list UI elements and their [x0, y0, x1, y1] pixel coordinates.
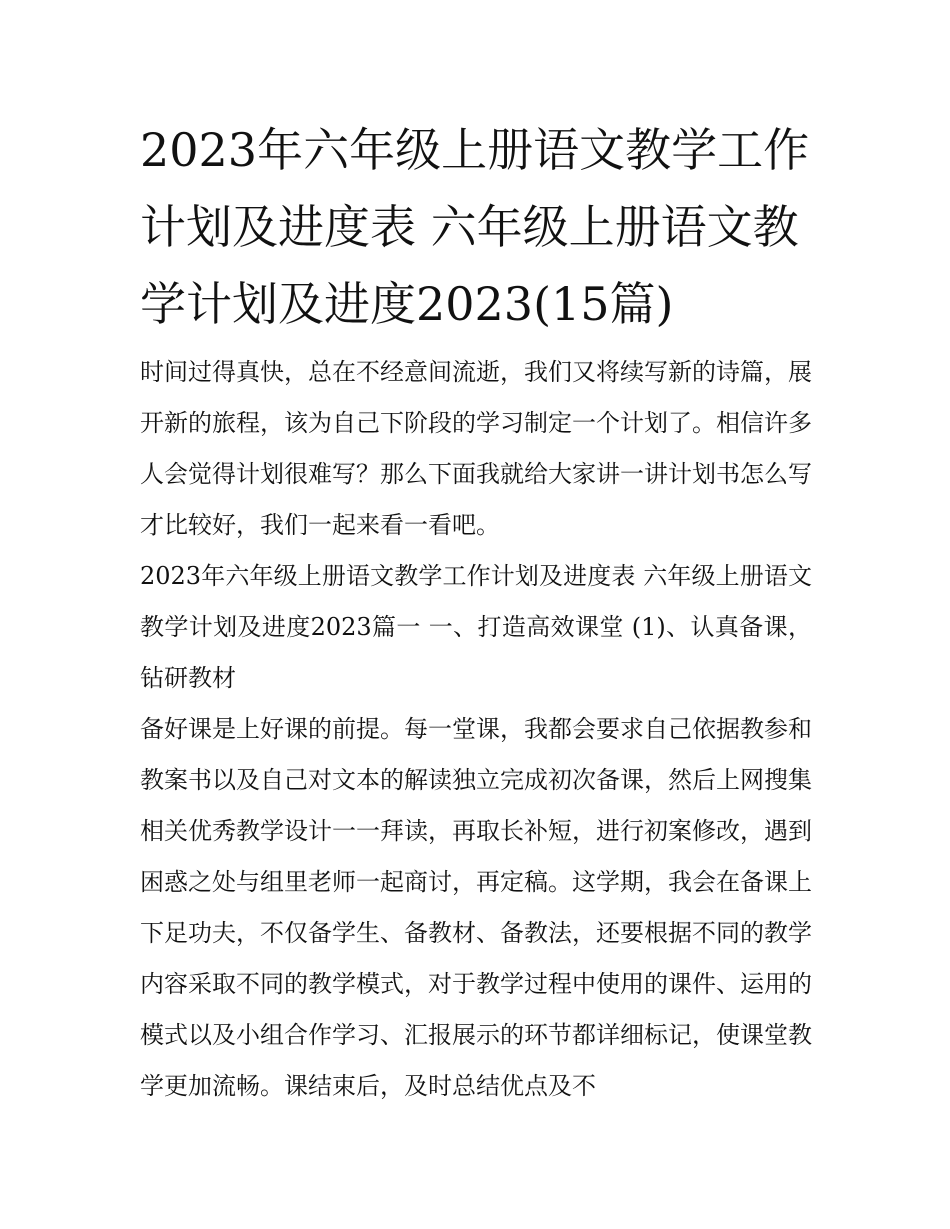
document-body — [140, 347, 812, 1112]
document-title: 2023年六年级上册语文教学工作计划及进度表 六年级上册语文教学计划及进度2023(15篇) — [140, 123, 810, 331]
document-page — [140, 112, 812, 1112]
paragraph-intro: 时间过得真快，总在不经意间流逝，我们又将续写新的诗篇，展开新的旅程，该为自己下阶段的学习制定一个计划了。相信许多人会觉得计划很难写？那么下面我就给大家讲一讲计划书怎么写才比较好，我们一起来看一看吧。 — [140, 358, 812, 539]
paragraph-section-heading: 2023年六年级上册语文教学工作计划及进度表 六年级上册语文教学计划及进度2023篇一 一、打造高效课堂 (1)、认真备课，钻研教材 — [140, 562, 812, 692]
paragraph-lesson-prep: 备好课是上好课的前提。每一堂课，我都会要求自己依据教参和教案书以及自己对文本的解读独立完成初次备课，然后上网搜集相关优秀教学设计一一拜读，再取长补短，进行初案修改，遇到困惑之处与组里老师一起商讨，再定稿。这学期，我会在备课上下足功夫，不仅备学生、备教材、备教法，还要根据不同的教学内容采取不同的教学模式，对于教学过程中使用的课件、运用的模式以及小组合作学习、汇报展示的环节都详细标记，使课堂教学更加流畅。课结束后，及时总结优点及不 — [140, 715, 812, 1100]
